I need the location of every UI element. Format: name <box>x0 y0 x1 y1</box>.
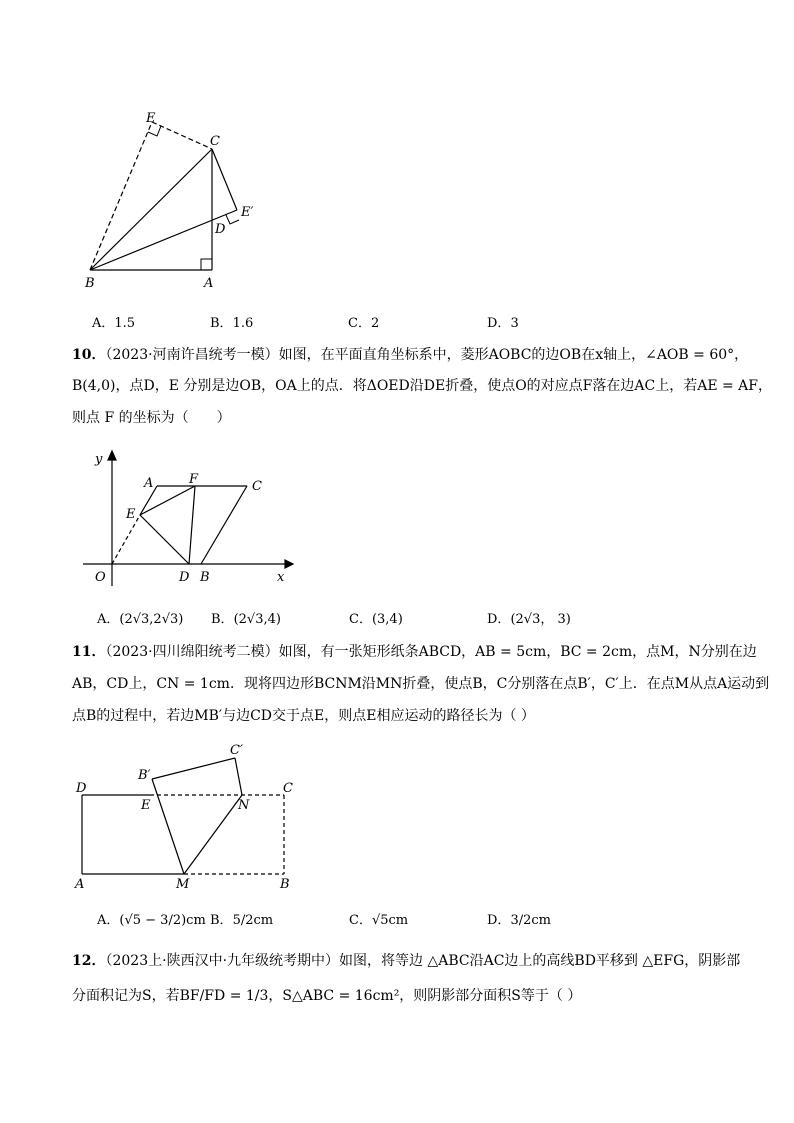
q10-label-C: C <box>252 479 262 494</box>
q9-option-d-letter: D． <box>487 316 511 331</box>
q9-option-d[interactable] <box>487 315 519 333</box>
q11-option-d-letter: D． <box>487 913 511 928</box>
q9-label-D: D <box>215 222 226 237</box>
q11-option-a-text: (√5 − 3/2)cm <box>119 913 206 928</box>
q10-label-O: O <box>95 570 106 585</box>
q10-option-b-letter: B． <box>211 612 234 627</box>
q10-label-E: E <box>126 507 136 522</box>
q11-label-C-prime: C′ <box>230 743 243 758</box>
q11-figure <box>70 738 310 898</box>
q9-option-a[interactable] <box>92 315 135 333</box>
q10-option-b[interactable] <box>211 611 281 629</box>
q11-label-M: M <box>176 877 190 892</box>
q11-option-d[interactable] <box>487 912 551 930</box>
q9-option-c-letter: C． <box>348 316 371 331</box>
q9-option-b-letter: B． <box>210 316 233 331</box>
q9-label-C: C <box>210 134 220 149</box>
q11-label-E: E <box>141 798 151 813</box>
q9-option-c[interactable] <box>348 315 379 333</box>
q10-label-F: F <box>189 472 199 487</box>
q12-source: （2023上·陕西汉中·九年级统考期中） <box>105 953 340 969</box>
q9-label-E-prime: E′ <box>241 205 254 220</box>
q11-option-c-text: √5cm <box>371 913 409 928</box>
q10-number: 10． <box>72 347 106 363</box>
q9-figure <box>70 100 270 300</box>
q10-option-c[interactable] <box>349 611 403 629</box>
q11-label-A: A <box>75 877 85 892</box>
q10-label-D: D <box>179 570 190 585</box>
q11-line-2: AB，CD上，CN = 1cm．现将四边形BCNM沿MN折叠，使点B，C分别落在点B′，C′上．在点M从点A运动到 <box>72 676 770 692</box>
q10-line-3: 则点 F 的坐标为（ ） <box>72 410 231 426</box>
q12-text-1: 如图，将等边 △ABC沿AC边上的高线BD平移到 △EFG，阴影部 <box>339 953 741 969</box>
q11-option-b-text: 5/2cm <box>232 913 274 928</box>
q10-label-y: y <box>95 452 103 467</box>
q9-label-A: A <box>204 276 214 291</box>
q12-number: 12． <box>72 953 106 969</box>
q10-option-a[interactable] <box>97 611 183 629</box>
q11-option-c-letter: C． <box>349 913 372 928</box>
q11-option-b[interactable] <box>210 912 273 930</box>
q10-line-2: B(4,0)，点D，E 分别是边OB，OA上的点．将ΔOED沿DE折叠，使点O的对应点F落在边AC上，若AE = AF， <box>72 378 772 394</box>
q10-option-c-text: (3,4) <box>371 612 403 627</box>
q9-label-B: B <box>85 276 95 291</box>
q10-option-c-letter: C． <box>349 612 372 627</box>
q10-line-1 <box>72 345 748 366</box>
q11-label-N: N <box>238 798 250 813</box>
q10-text-1: 如图，在平面直角坐标系中，菱形AOBC的边OB在x轴上，∠AOB = 60°， <box>278 347 749 363</box>
q10-option-d[interactable] <box>487 611 571 629</box>
q12-line-2: 分面积记为S，若BF/FD = 1/3，S△ABC = 16cm²，则阴影部分面积S等于（ ） <box>72 988 582 1004</box>
q11-option-b-letter: B． <box>210 913 233 928</box>
q9-option-b-text: 1.6 <box>232 316 254 331</box>
q10-option-d-letter: D． <box>487 612 511 627</box>
q9-option-d-text: 3 <box>510 316 519 331</box>
q12-line-1 <box>72 951 740 972</box>
q11-label-B-prime: B′ <box>138 768 151 783</box>
q9-option-a-text: 1.5 <box>114 316 136 331</box>
q11-label-C: C <box>283 781 293 796</box>
q9-option-c-text: 2 <box>370 316 380 331</box>
q10-label-x: x <box>277 570 285 585</box>
q9-option-a-letter: A． <box>92 316 115 331</box>
q11-line-1 <box>72 642 757 663</box>
q11-source: （2023·四川绵阳统考二模） <box>105 644 279 660</box>
q9-option-b[interactable] <box>210 315 253 333</box>
q10-label-A: A <box>144 476 154 491</box>
q10-option-a-letter: A． <box>97 612 120 627</box>
q10-label-B: B <box>200 570 210 585</box>
q10-option-d-text: (2√3， 3) <box>510 612 571 627</box>
q11-line-3: 点B的过程中，若边MB′与边CD交于点E，则点E相应运动的路径长为（ ） <box>72 708 535 724</box>
q10-option-b-text: (2√3,4) <box>233 612 281 627</box>
q11-option-d-text: 3/2cm <box>510 913 551 928</box>
q10-source: （2023·河南许昌统考一模） <box>105 347 279 363</box>
q10-option-a-text: (2√3,2√3) <box>119 612 184 627</box>
q10-figure <box>75 448 300 588</box>
q11-label-D: D <box>76 781 87 796</box>
q11-number: 11． <box>72 644 106 660</box>
q11-option-a-letter: A． <box>97 913 120 928</box>
q11-option-a[interactable] <box>97 912 206 930</box>
q11-option-c[interactable] <box>349 912 408 930</box>
q11-text-1: 如图，有一张矩形纸条ABCD，AB = 5cm，BC = 2cm，点M，N分别在边 <box>278 644 757 660</box>
q9-label-E: E <box>146 111 156 126</box>
q11-label-B: B <box>280 877 290 892</box>
